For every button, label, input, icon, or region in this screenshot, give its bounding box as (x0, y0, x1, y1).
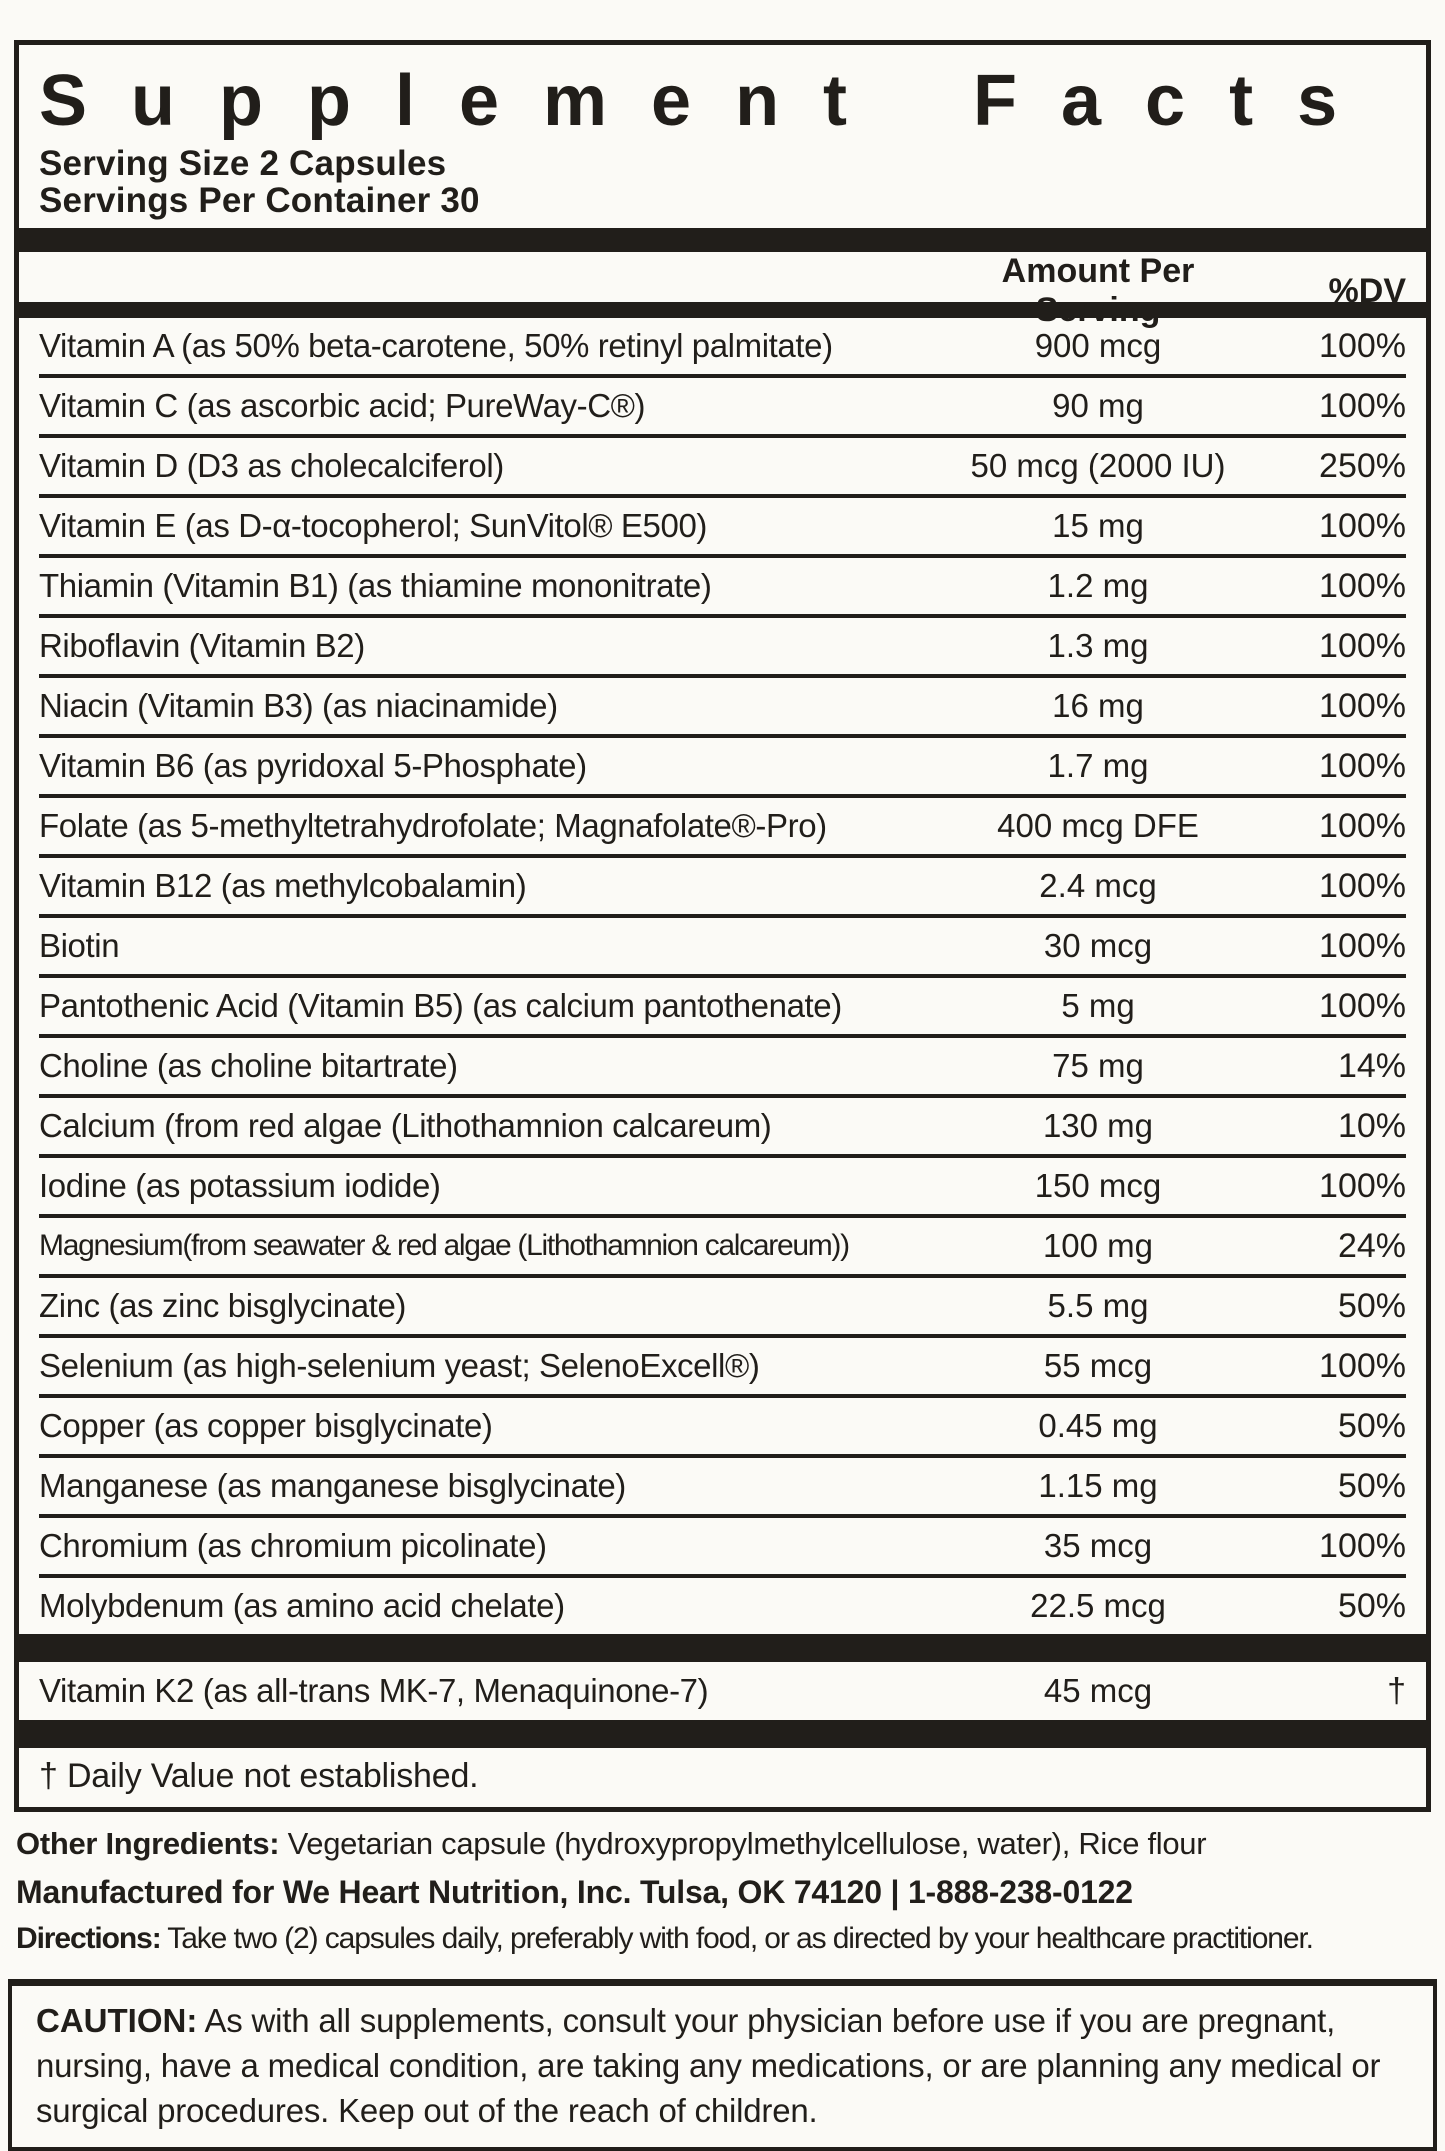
nutrient-name: Vitamin K2 (as all-trans MK-7, Menaquinone-7) (39, 1672, 709, 1709)
nutrient-name: Vitamin E (as D-α-tocopherol; SunVitol® E500) (39, 507, 707, 544)
manufacturer-line: Manufactured for We Heart Nutrition, Inc. Tulsa, OK 74120 | 1-888-238-0122 (16, 1874, 1133, 1910)
divider-bar-before-k2 (19, 1634, 1426, 1662)
table-row (39, 1278, 1406, 1338)
nutrient-amount: 5.5 mg (1047, 1287, 1149, 1324)
table-row (39, 1578, 1406, 1634)
table-row (39, 498, 1406, 558)
table-row (39, 858, 1406, 918)
serving-size: Serving Size 2 Capsules (39, 144, 447, 183)
table-row (39, 318, 1406, 378)
nutrient-amount: 1.3 mg (1047, 627, 1149, 664)
nutrient-dv: 100% (1319, 326, 1406, 365)
nutrient-amount: 35 mcg (1043, 1527, 1153, 1564)
nutrient-table (39, 318, 1406, 1634)
nutrient-amount: 0.45 mg (1038, 1407, 1158, 1444)
nutrient-name: Pantothenic Acid (Vitamin B5) (as calcium pantothenate) (39, 987, 842, 1024)
nutrient-dv: 250% (1319, 446, 1406, 485)
other-ingredients-label: Other Ingredients: (16, 1826, 280, 1861)
table-row (39, 618, 1406, 678)
table-row (39, 978, 1406, 1038)
nutrient-amount: 2.4 mcg (1039, 867, 1157, 904)
nutrient-name: Selenium (as high-selenium yeast; SelenoExcell®) (39, 1347, 760, 1384)
nutrient-name: Vitamin B12 (as methylcobalamin) (39, 867, 527, 904)
nutrient-name: Calcium (from red algae (Lithothamnion calcareum) (39, 1107, 772, 1144)
nutrient-amount: 50 mcg (2000 IU) (970, 447, 1226, 484)
table-row (39, 1518, 1406, 1578)
nutrient-dv: 50% (1337, 1586, 1406, 1625)
table-row (39, 798, 1406, 858)
nutrient-dv: 100% (1319, 626, 1406, 665)
table-row (39, 1458, 1406, 1518)
nutrient-name: Manganese (as manganese bisglycinate) (39, 1467, 626, 1504)
nutrient-dv: 100% (1319, 506, 1406, 545)
nutrient-dv: 100% (1319, 866, 1406, 905)
table-row (39, 678, 1406, 738)
table-row (39, 438, 1406, 498)
nutrient-dv: 24% (1337, 1226, 1406, 1265)
nutrient-amount: 1.2 mg (1047, 567, 1149, 604)
amount-per-serving-header: Amount Per Serving (1001, 252, 1195, 329)
nutrient-dv: 100% (1319, 386, 1406, 425)
nutrient-amount: 400 mcg DFE (997, 807, 1199, 844)
nutrient-amount: 130 mg (1042, 1107, 1154, 1144)
nutrient-dv: 10% (1337, 1106, 1406, 1145)
nutrient-amount: 55 mcg (1043, 1347, 1153, 1384)
nutrient-name: Zinc (as zinc bisglycinate) (39, 1287, 406, 1324)
nutrient-name: Copper (as copper bisglycinate) (39, 1407, 493, 1444)
nutrient-dv: † (1387, 1671, 1406, 1710)
servings-per-container: Servings Per Container 30 (39, 181, 480, 220)
nutrient-dv: 100% (1319, 1526, 1406, 1565)
table-row (39, 918, 1406, 978)
table-row (39, 378, 1406, 438)
table-row (39, 1338, 1406, 1398)
nutrient-amount: 30 mcg (1043, 927, 1153, 964)
table-row (39, 738, 1406, 798)
nutrient-dv: 50% (1337, 1286, 1406, 1325)
caution-text (36, 1998, 1411, 2133)
caution-body: As with all supplements, consult your physician before use if you are pregnant, nursing, have a medical condition, are taking any medications, or are planning any medical or surgical procedures. Keep out of the reach of children. (36, 2002, 1381, 2129)
nutrient-amount: 45 mcg (1043, 1672, 1153, 1709)
table-row (39, 1158, 1406, 1218)
nutrient-name: Vitamin C (as ascorbic acid; PureWay-C®) (39, 387, 646, 424)
nutrient-amount: 1.7 mg (1047, 747, 1149, 784)
nutrient-amount: 100 mg (1042, 1227, 1154, 1264)
nutrient-amount: 22.5 mcg (1030, 1587, 1166, 1624)
table-row (39, 558, 1406, 618)
directions-label: Directions: (16, 1922, 161, 1955)
table-header-row (39, 252, 1406, 329)
nutrient-dv: 100% (1319, 566, 1406, 605)
table-row (39, 1038, 1406, 1098)
supplement-facts-panel (14, 40, 1431, 1812)
other-ingredients-text: Vegetarian capsule (hydroxypropylmethylcellulose, water), Rice flour (279, 1826, 1207, 1861)
nutrient-name: Iodine (as potassium iodide) (39, 1167, 441, 1204)
nutrient-amount: 15 mg (1052, 507, 1144, 544)
nutrient-amount: 75 mg (1052, 1047, 1144, 1084)
nutrient-name: Vitamin B6 (as pyridoxal 5-Phosphate) (39, 747, 587, 784)
nutrient-dv: 100% (1319, 806, 1406, 845)
nutrient-dv: 50% (1337, 1466, 1406, 1505)
nutrient-name: Magnesium(from seawater & red algae (Lithothamnion calcareum)) (39, 1229, 849, 1262)
other-ingredients-line (16, 1824, 1441, 1864)
nutrient-name: Folate (as 5-methyltetrahydrofolate; Magnafolate®-Pro) (39, 807, 827, 844)
divider-bar-after-k2 (19, 1720, 1426, 1748)
nutrient-dv: 100% (1319, 926, 1406, 965)
nutrient-amount: 1.15 mg (1038, 1467, 1158, 1504)
caution-box (8, 1979, 1437, 2151)
caution-label: CAUTION: (36, 2002, 198, 2039)
nutrient-amount: 16 mg (1052, 687, 1144, 724)
nutrient-name: Biotin (39, 927, 120, 964)
daily-value-footnote: † Daily Value not established. (39, 1757, 479, 1795)
panel-title: Supplement Facts (39, 61, 1382, 141)
divider-bar-top (19, 228, 1426, 252)
label-footer (16, 1824, 1441, 1959)
nutrient-amount: 5 mg (1061, 987, 1135, 1024)
nutrient-name: Vitamin A (as 50% beta-carotene, 50% retinyl palmitate) (39, 327, 833, 364)
nutrient-dv: 100% (1319, 686, 1406, 725)
nutrient-amount: 900 mcg (1034, 327, 1162, 364)
nutrient-name: Chromium (as chromium picolinate) (39, 1527, 547, 1564)
nutrient-dv: 50% (1337, 1406, 1406, 1445)
table-row (39, 1218, 1406, 1278)
nutrient-name: Niacin (Vitamin B3) (as niacinamide) (39, 687, 558, 724)
nutrient-amount: 150 mcg (1034, 1167, 1162, 1204)
nutrient-name: Molybdenum (as amino acid chelate) (39, 1587, 565, 1624)
table-row-vitamin-k2 (39, 1662, 1406, 1720)
table-row (39, 1098, 1406, 1158)
table-row (39, 1398, 1406, 1458)
nutrient-dv: 100% (1319, 746, 1406, 785)
nutrient-name: Vitamin D (D3 as cholecalciferol) (39, 447, 504, 484)
nutrient-dv: 100% (1319, 1346, 1406, 1385)
nutrient-name: Thiamin (Vitamin B1) (as thiamine mononitrate) (39, 567, 712, 604)
dv-header: %DV (1328, 271, 1406, 310)
nutrient-name: Choline (as choline bitartrate) (39, 1047, 458, 1084)
nutrient-dv: 100% (1319, 986, 1406, 1025)
directions-text: Take two (2) capsules daily, preferably with food, or as directed by your healthcare practitioner. (160, 1922, 1313, 1955)
nutrient-name: Riboflavin (Vitamin B2) (39, 627, 365, 664)
directions-line (16, 1919, 1441, 1959)
nutrient-dv: 100% (1319, 1166, 1406, 1205)
nutrient-dv: 14% (1337, 1046, 1406, 1085)
nutrient-amount: 90 mg (1052, 387, 1144, 424)
